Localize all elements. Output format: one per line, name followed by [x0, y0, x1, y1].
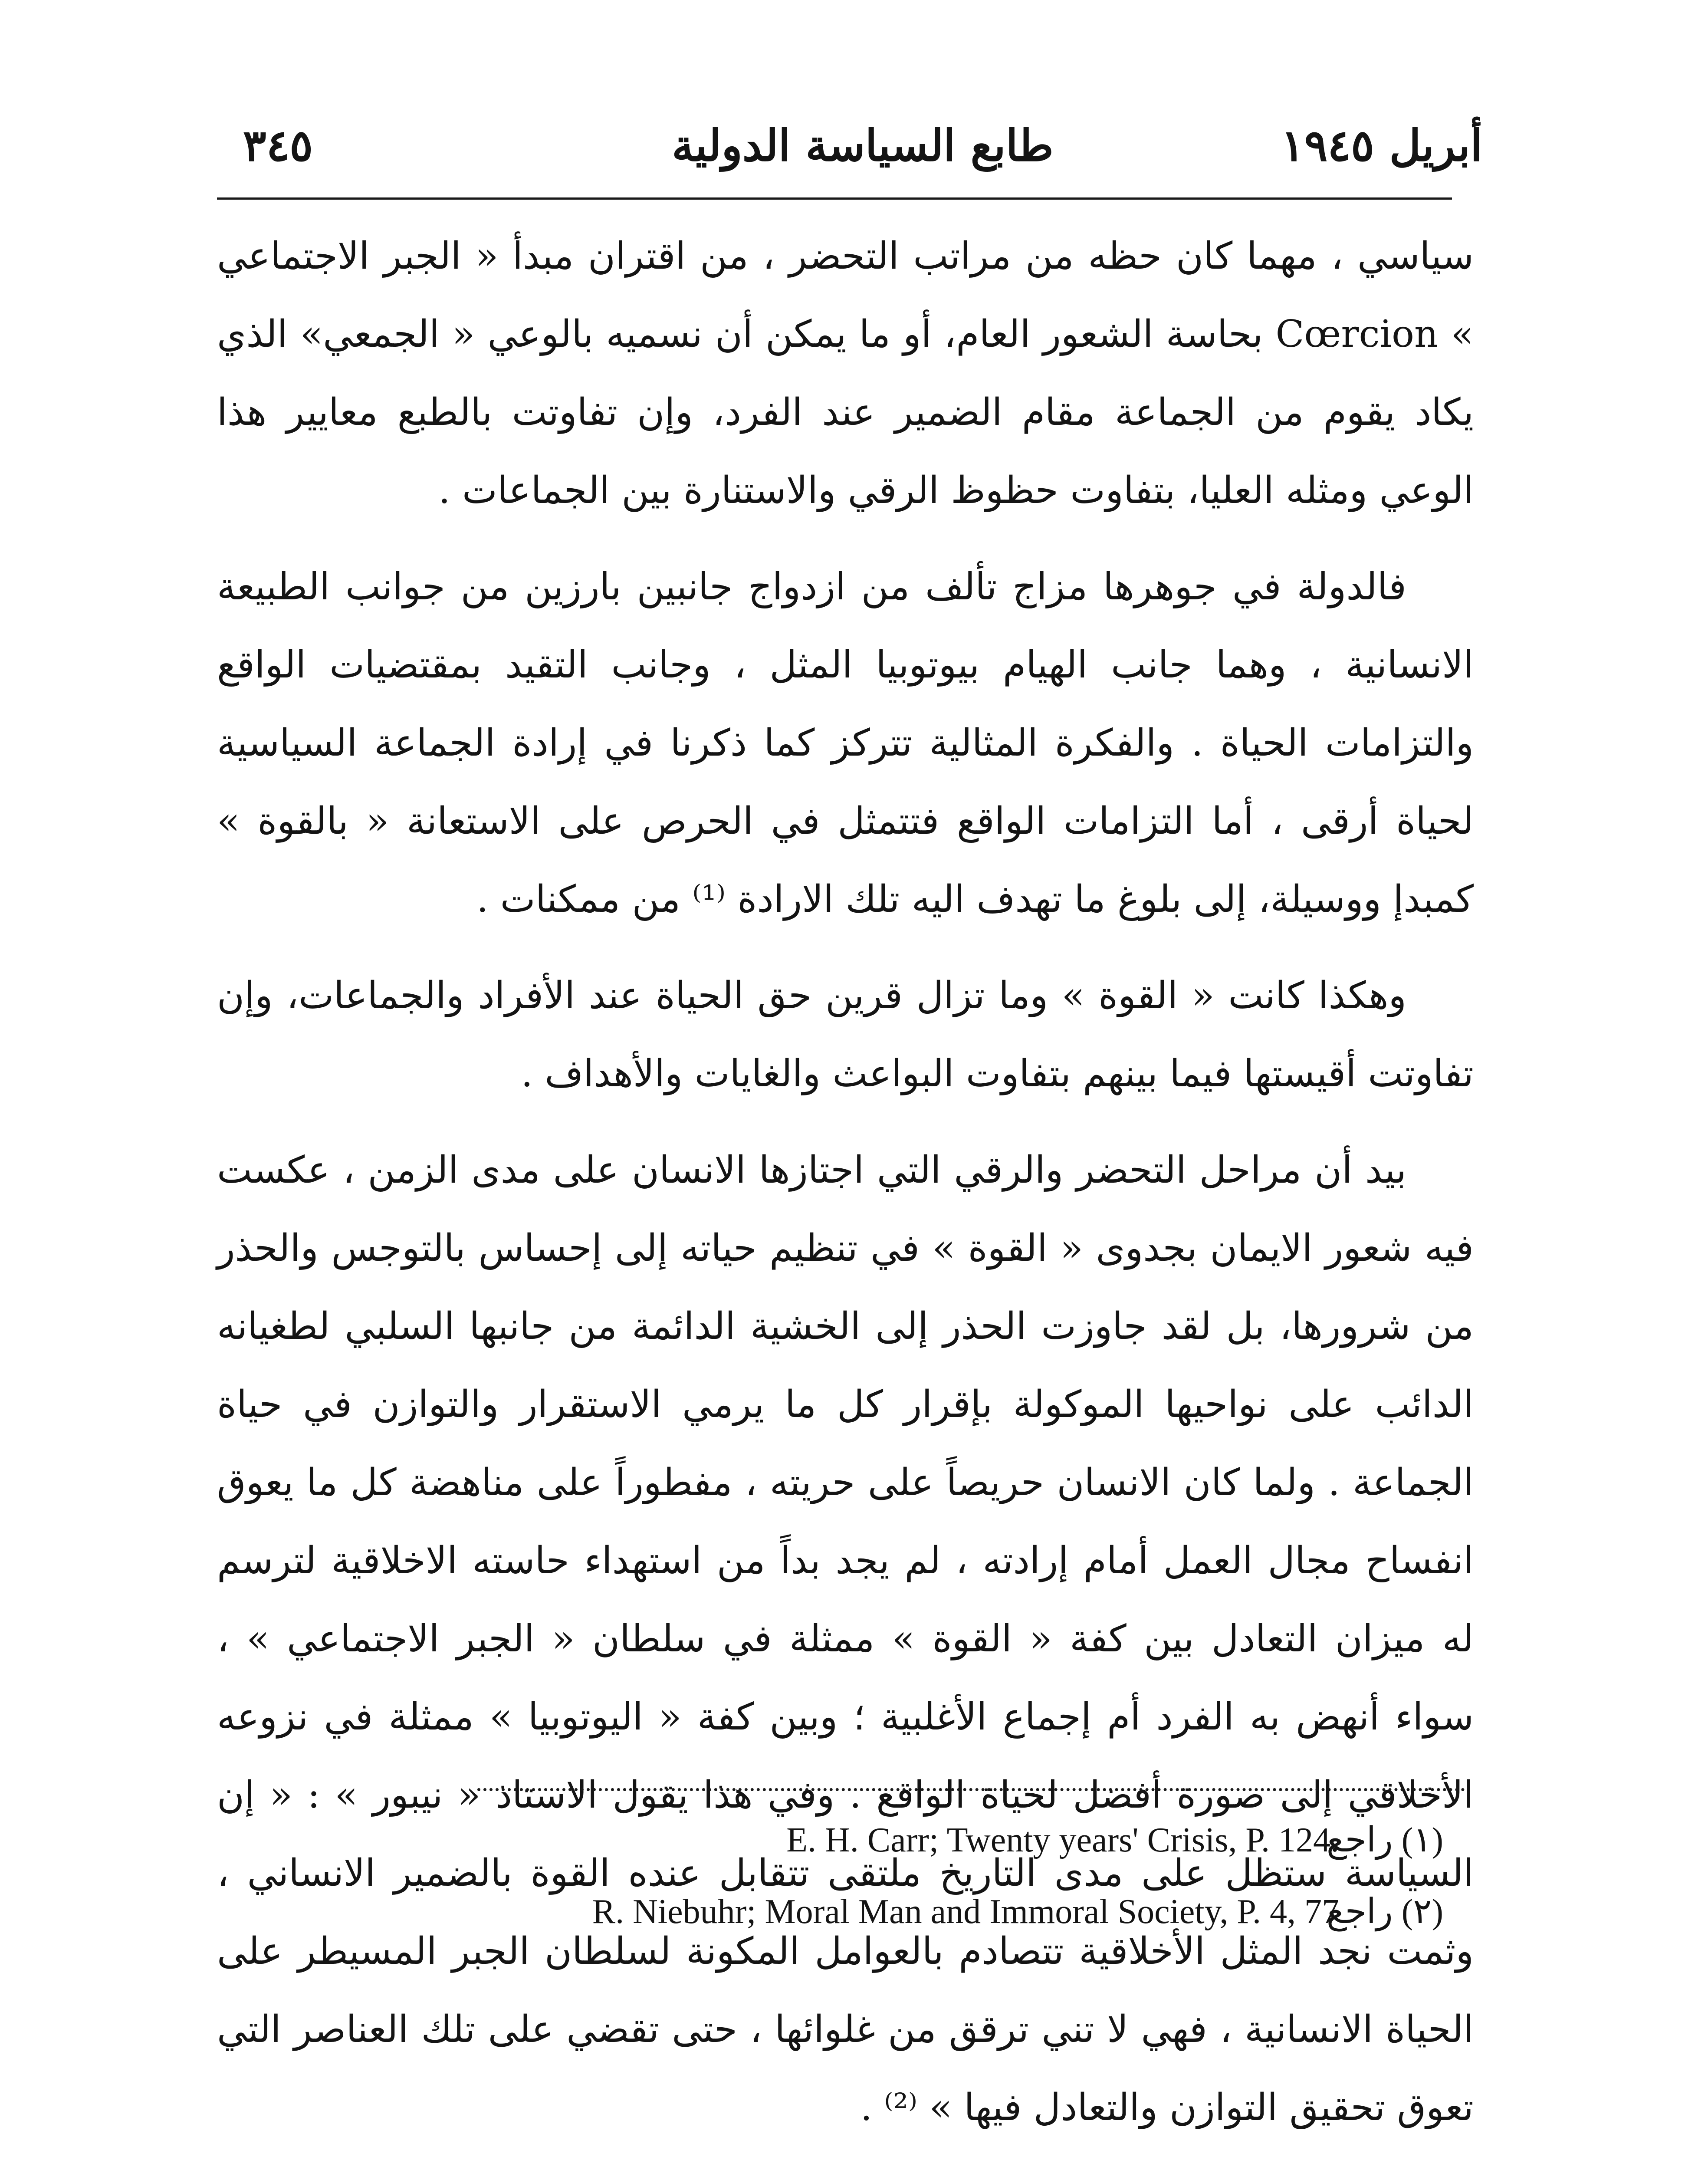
chapter-title: طابع السياسة الدولية	[672, 120, 1054, 171]
footnote-2	[243, 1879, 1443, 1944]
paragraph: وهكذا كانت « القوة » وما تزال قرين حق الحياة عند الأفراد والجماعات، وإن تفاوتت أقيستها فيما بينهم بتفاوت البواعث والغايات والأهداف .	[217, 974, 1474, 1095]
footnote-reference: E. H. Carr; Twenty years' Crisis, P. 124.	[786, 1821, 1339, 1859]
footnote-1	[243, 1808, 1443, 1873]
footnote-marker: (٢) راجع	[1326, 1893, 1443, 1931]
footnote-separator	[477, 1788, 1465, 1791]
footnote-reference: R. Niebuhr; Moral Man and Immoral Society, P. 4, 77	[592, 1893, 1339, 1931]
paragraph: فالدولة في جوهرها مزاج تألف من ازدواج جانبين بارزين من جوانب الطبيعة الانسانية ، وهما جانب الهيام بيوتوبيا المثل ، وجانب التقيد بمقتضيات الواقع والتزامات الحياة . والفكرة المثالية تتركز كما ذكرنا في إرادة الجماعة السياسية لحياة أرقى ، أما التزامات الواقع فتتمثل في الحرص على الاستعانة « بالقوة » كمبدإ ووسيلة، إلى بلوغ ما تهدف اليه تلك الارادة ⁽¹⁾ من ممكنات .	[217, 565, 1474, 921]
running-head	[243, 106, 1482, 184]
issue-date: أبريل ١٩٤٥	[1281, 120, 1482, 171]
paragraph: بيد أن مراحل التحضر والرقي التي اجتازها الانسان على مدى الزمن ، عكست فيه شعور الايمان بجدوى « القوة » في تنظيم حياته إلى إحساس بالتوجس والحذر من شرورها، بل لقد جاوزت الحذر إلى الخشية الدائمة من جانبها السلبي لطغيانه الدائب على نواحيها الموكولة بإقرار كل ما يرمي الاستقرار والتوازن في حياة الجماعة . ولما كان الانسان حريصاً على حريته ، مفطوراً على مناهضة كل ما يعوق انفساح مجال العمل أمام إرادته ، لم يجد بداً من استهداء حاسته الاخلاقية لترسم له ميزان التعادل بين كفة « القوة » ممثلة في سلطان « الجبر الاجتماعي » ، سواء أنهض به الفرد أم إجماع الأغلبية ؛ وبين كفة « اليوتوبيا » ممثلة في نزوعه الأخلاقي إلى صورة أفضل لحياة الواقع . وفي هذا يقول الاستاذ « نيبور » : « إن السياسة ستظل على مدى التاريخ ملتقى تتقابل عنده القوة بالضمير الانساني ، وثمت نجد المثل الأخلاقية تتصادم بالعوامل المكونة لسلطان الجبر المسيطر على الحياة الانسانية ، فهي لا تني ترقق من غلوائها ، حتى تقضي على تلك العناصر التي تعوق تحقيق التوازن والتعادل فيها » ⁽²⁾ .	[217, 1148, 1474, 2129]
paragraph	[217, 2165, 1474, 2170]
footnote-marker: (١) راجع	[1326, 1821, 1443, 1859]
page-number: ٣٤٥	[243, 120, 313, 171]
paragraph-continued: سياسي ، مهما كان حظه من مراتب التحضر ، من اقتران مبدأ « الجبر الاجتماعي » Cœrcion بحاسة الشعور العام، أو ما يمكن أن نسميه بالوعي « الجمعي» الذي يكاد يقوم من الجماعة مقام الضمير عند الفرد، وإن تفاوتت بالطبع معايير هذا الوعي ومثله العليا، بتفاوت حظوظ الرقي والاستنارة بين الجماعات .	[217, 234, 1474, 512]
header-rule	[217, 197, 1452, 200]
